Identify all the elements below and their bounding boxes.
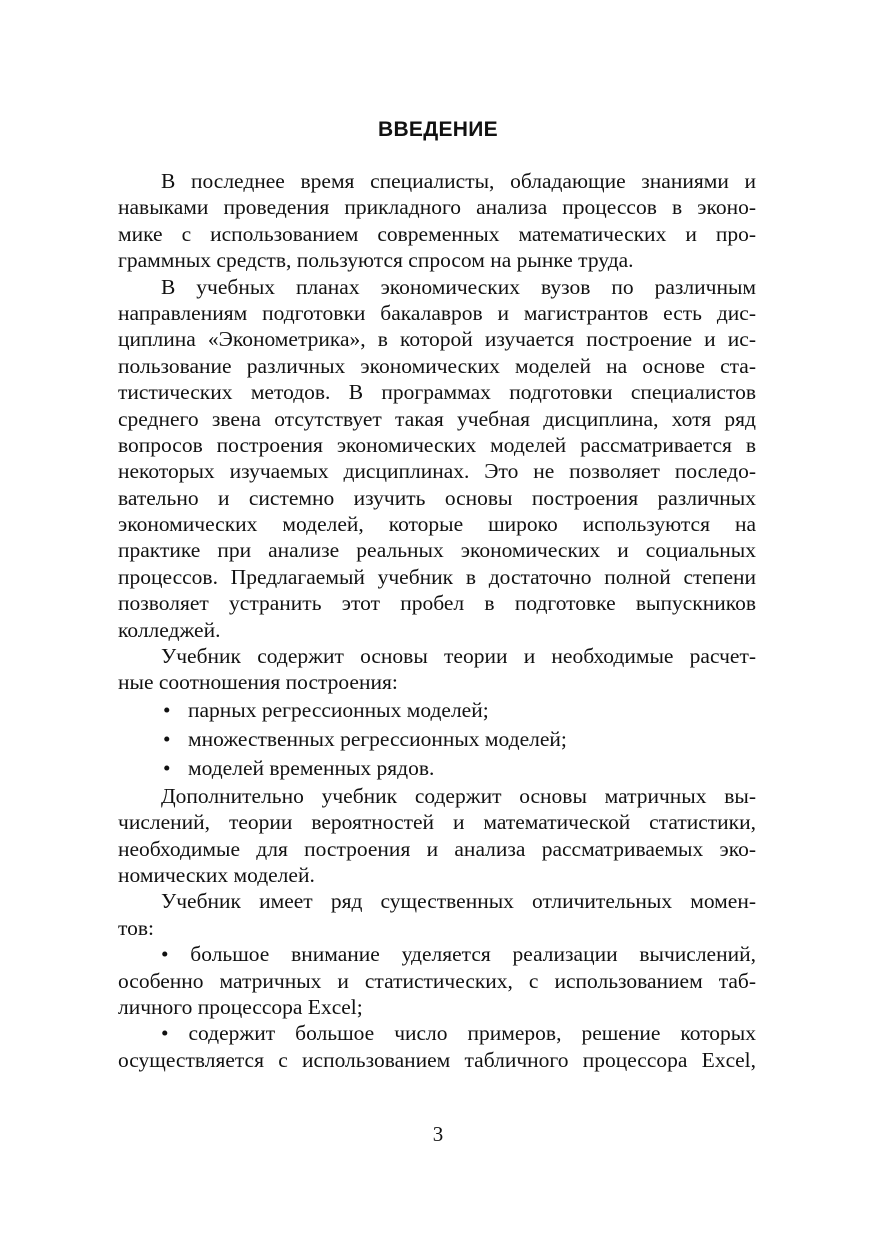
paragraph-3	[118, 643, 756, 696]
text-line: вательно и системно изучить основы построения различных	[118, 485, 756, 510]
text-line: позволяет устранить этот пробел в подготовке выпускников	[118, 591, 756, 616]
text-line: тистических методов. В программах подготовки специалистов	[118, 380, 756, 405]
text-line: Дополнительно учебник содержит основы матричных вы-	[161, 783, 756, 808]
text-line: граммных средств, пользуются спросом на рынке труда.	[118, 248, 634, 273]
text-line: ные соотношения построения:	[118, 670, 398, 695]
text-line: В учебных планах экономических вузов по различным	[161, 274, 756, 299]
text-line: Учебник содержит основы теории и необходимые расчет-	[161, 644, 756, 669]
text-line: среднего звена отсутствует такая учебная дисциплина, хотя ряд	[118, 406, 756, 431]
text-line: осуществляется с использованием табличного процессора Excel,	[118, 1047, 756, 1072]
bullet-icon: •	[163, 755, 171, 780]
text-line: экономических моделей, которые широко используются на	[118, 512, 756, 537]
bullet-list	[118, 696, 756, 783]
list-item	[118, 725, 756, 754]
text-line: личного процессора Excel;	[118, 994, 363, 1019]
paragraph-4	[118, 783, 756, 889]
section-heading: ВВЕДЕНИЕ	[378, 118, 498, 141]
text-line: направлениям подготовки бакалавров и магистрантов есть дис-	[118, 300, 756, 325]
text-line: Учебник имеет ряд существенных отличительных момен-	[161, 889, 756, 914]
paragraph-2	[118, 274, 756, 643]
text-line: процессов. Предлагаемый учебник в достаточно полной степени	[118, 564, 756, 589]
text-line: В последнее время специалисты, обладающие знаниями и	[161, 169, 756, 193]
paragraph-7	[118, 1020, 756, 1073]
list-item-text: множественных регрессионных моделей;	[188, 726, 567, 751]
bullet-icon: •	[163, 726, 171, 751]
text-line: колледжей.	[118, 617, 221, 642]
text-line: мике с использованием современных математических и про-	[118, 221, 756, 246]
paragraph-1	[118, 168, 756, 274]
page-number: 3	[432, 1122, 444, 1146]
text-line: тов:	[118, 915, 154, 940]
text-line: необходимые для построения и анализа рассматриваемых эко-	[118, 836, 756, 861]
text-line: навыками проведения прикладного анализа процессов в эконо-	[118, 195, 756, 220]
paragraph-5	[118, 888, 756, 941]
text-line: особенно матричных и статистических, с использованием таб-	[118, 968, 756, 993]
text-line: пользование различных экономических моделей на основе ста-	[118, 353, 756, 378]
list-item	[118, 696, 756, 725]
text-line: • содержит большое число примеров, решение которых	[161, 1021, 756, 1046]
text-line: циплина «Эконометрика», в которой изучается построение и ис-	[118, 327, 756, 352]
body-text	[118, 168, 756, 1073]
list-item	[118, 754, 756, 783]
list-item-text: парных регрессионных моделей;	[188, 697, 489, 722]
text-line: некоторых изучаемых дисциплинах. Это не позволяет последо-	[118, 459, 756, 484]
text-line: вопросов построения экономических моделей рассматривается в	[118, 432, 756, 457]
text-line: практике при анализе реальных экономических и социальных	[118, 538, 756, 563]
bullet-icon: •	[163, 697, 171, 722]
text-line: номических моделей.	[118, 862, 315, 887]
paragraph-6	[118, 941, 756, 1020]
text-line: числений, теории вероятностей и математической статистики,	[118, 810, 756, 835]
list-item-text: моделей временных рядов.	[188, 755, 435, 780]
text-line: • большое внимание уделяется реализации вычислений,	[161, 942, 756, 967]
